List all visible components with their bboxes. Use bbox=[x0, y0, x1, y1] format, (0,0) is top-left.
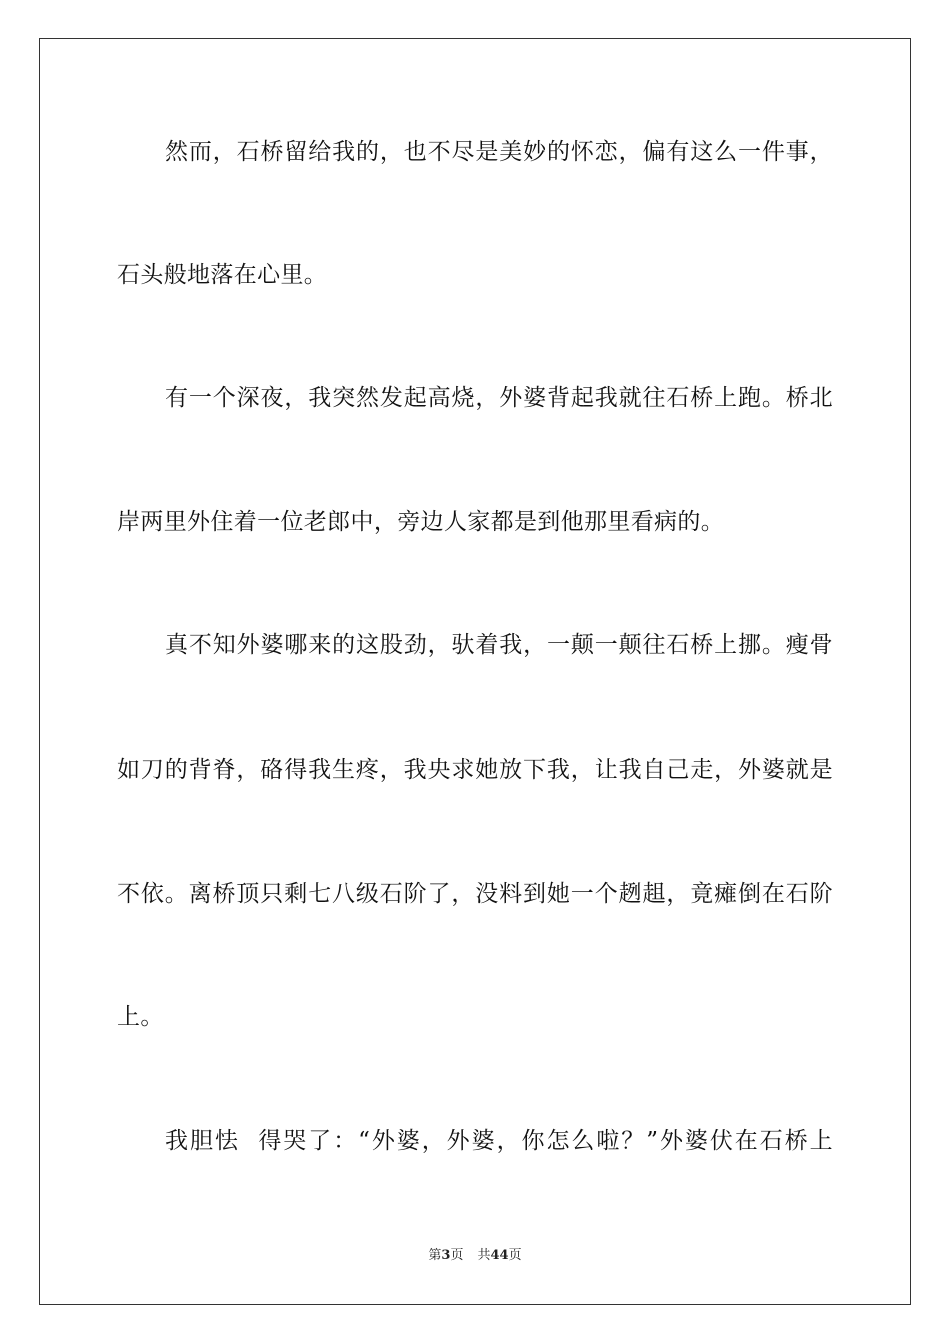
paragraph-3-line-4: 上。 bbox=[117, 1004, 164, 1030]
page-prefix: 第 bbox=[428, 1248, 442, 1263]
total-page-count: 44 bbox=[490, 1248, 509, 1263]
total-suffix: 页 bbox=[508, 1248, 522, 1263]
paragraph-3-line-1: 真不知外婆哪来的这股劲，驮着我，一颠一颠往石桥上挪。瘦骨 bbox=[165, 632, 833, 658]
page-footer bbox=[0, 1247, 950, 1265]
paragraph-3-line-2: 如刀的背脊，硌得我生疼，我央求她放下我，让我自己走，外婆就是 bbox=[117, 757, 833, 783]
page-border bbox=[39, 38, 911, 1305]
paragraph-2-line-2: 岸两里外住着一位老郎中，旁边人家都是到他那里看病的。 bbox=[117, 509, 725, 535]
total-prefix: 共 bbox=[477, 1248, 491, 1263]
page-suffix: 页 bbox=[450, 1248, 464, 1263]
current-page-number: 3 bbox=[441, 1248, 451, 1263]
paragraph-2-line-1: 有一个深夜，我突然发起高烧，外婆背起我就往石桥上跑。桥北 bbox=[165, 385, 833, 411]
paragraph-4-line-1: 我胆怯 得哭了：“外婆，外婆，你怎么啦？”外婆伏在石桥上 bbox=[165, 1128, 833, 1154]
paragraph-3-line-3: 不依。离桥顶只剩七八级石阶了，没料到她一个趔趄，竟瘫倒在石阶 bbox=[117, 881, 833, 907]
paragraph-1-line-1: 然而，石桥留给我的，也不尽是美妙的怀恋，偏有这么一件事， bbox=[165, 139, 833, 165]
paragraph-1-line-2: 石头般地落在心里。 bbox=[117, 262, 328, 288]
